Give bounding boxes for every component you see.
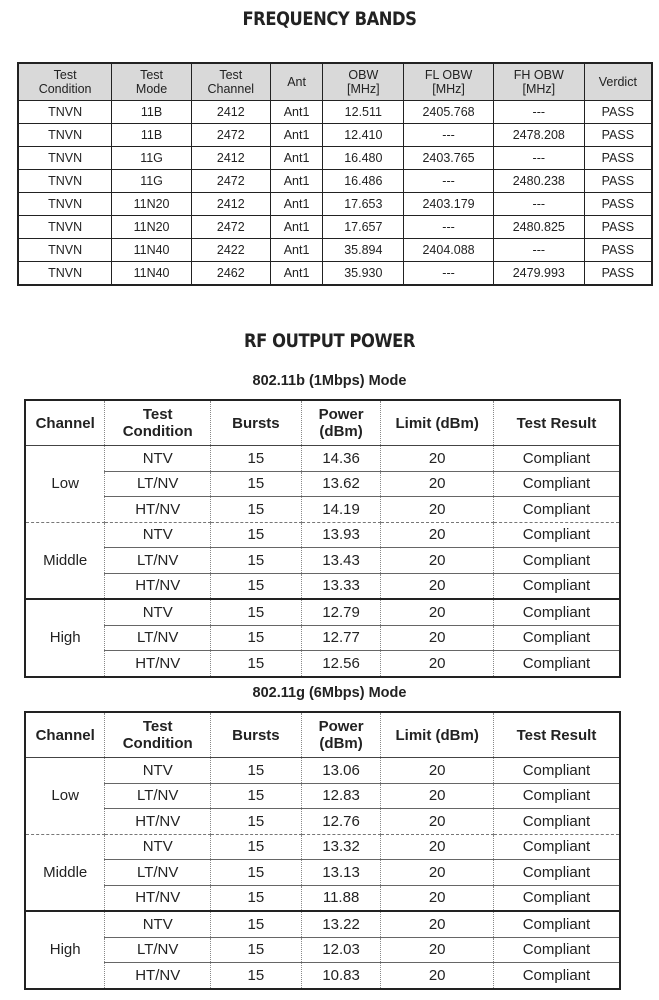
table-cell: 20 bbox=[381, 834, 493, 860]
table-cell: --- bbox=[493, 147, 584, 170]
header-text: Test bbox=[142, 406, 173, 423]
table-cell: 11N40 bbox=[112, 239, 192, 262]
column-header bbox=[211, 400, 302, 446]
table-cell: Ant1 bbox=[270, 101, 323, 124]
table-cell: 20 bbox=[381, 809, 493, 835]
table-cell: 2462 bbox=[191, 262, 270, 286]
table-cell: LT/NV bbox=[105, 937, 211, 963]
table-cell: 17.653 bbox=[323, 193, 404, 216]
table-row bbox=[18, 216, 652, 239]
table-row bbox=[25, 522, 620, 548]
table-cell: 11N20 bbox=[112, 193, 192, 216]
header-text: Verdict bbox=[598, 75, 637, 89]
table-cell: 13.43 bbox=[301, 548, 381, 574]
table-cell: TNVN bbox=[18, 124, 112, 147]
header-text: FH OBW bbox=[513, 68, 564, 82]
table-cell: 15 bbox=[211, 573, 302, 599]
table-cell: 11B bbox=[112, 101, 192, 124]
table-cell: --- bbox=[493, 193, 584, 216]
header-text: Condition bbox=[122, 423, 193, 440]
rf-table-1-mode-title: 802.11g (6Mbps) Mode bbox=[252, 685, 407, 701]
header-text: [MHz] bbox=[432, 82, 465, 96]
table-cell: 12.77 bbox=[301, 625, 381, 651]
table-row bbox=[25, 625, 620, 651]
table-cell: NTV bbox=[105, 834, 211, 860]
table-cell: --- bbox=[404, 262, 494, 286]
table-cell: 15 bbox=[211, 885, 302, 911]
table-cell: 20 bbox=[381, 651, 493, 677]
table-cell: HT/NV bbox=[105, 885, 211, 911]
table-row bbox=[18, 101, 652, 124]
table-cell: 20 bbox=[381, 497, 493, 523]
table-cell: Compliant bbox=[493, 548, 620, 574]
column-header bbox=[105, 400, 211, 446]
table-cell: PASS bbox=[584, 216, 652, 239]
table-row bbox=[25, 548, 620, 574]
table-cell: 20 bbox=[381, 885, 493, 911]
table-cell: 13.33 bbox=[301, 573, 381, 599]
table-cell: 11.88 bbox=[301, 885, 381, 911]
table-cell: Compliant bbox=[493, 522, 620, 548]
table-cell: Ant1 bbox=[270, 124, 323, 147]
table-cell: 15 bbox=[211, 497, 302, 523]
table-cell: Compliant bbox=[493, 783, 620, 809]
channel-cell: Middle bbox=[25, 834, 105, 911]
table-cell: Ant1 bbox=[270, 216, 323, 239]
table-cell: 2405.768 bbox=[404, 101, 494, 124]
table-row bbox=[18, 147, 652, 170]
table-cell: 2412 bbox=[191, 101, 270, 124]
table-cell: HT/NV bbox=[105, 651, 211, 677]
table-cell: Compliant bbox=[493, 573, 620, 599]
table-header-row bbox=[18, 63, 652, 101]
table-cell: NTV bbox=[105, 446, 211, 472]
table-cell: Compliant bbox=[493, 860, 620, 886]
table-cell: LT/NV bbox=[105, 625, 211, 651]
frequency-bands-title: FREQUENCY BANDS bbox=[242, 8, 417, 30]
table-cell: 17.657 bbox=[323, 216, 404, 239]
header-text: Test Result bbox=[516, 414, 597, 432]
table-row bbox=[18, 239, 652, 262]
channel-cell: Low bbox=[25, 758, 105, 835]
table-cell: --- bbox=[404, 216, 494, 239]
rf-table-0-mode-title: 802.11b (1Mbps) Mode bbox=[252, 373, 407, 389]
table-cell: 15 bbox=[211, 911, 302, 937]
table-cell: 15 bbox=[211, 937, 302, 963]
header-text: Limit (dBm) bbox=[395, 726, 479, 744]
table-row bbox=[25, 885, 620, 911]
channel-cell: High bbox=[25, 911, 105, 989]
table-row bbox=[25, 937, 620, 963]
table-cell: 20 bbox=[381, 573, 493, 599]
table-row bbox=[25, 860, 620, 886]
table-cell: 2404.088 bbox=[404, 239, 494, 262]
table-cell: 20 bbox=[381, 625, 493, 651]
table-cell: TNVN bbox=[18, 239, 112, 262]
table-cell: Ant1 bbox=[270, 147, 323, 170]
column-header bbox=[493, 400, 620, 446]
table-row bbox=[25, 446, 620, 472]
table-cell: Ant1 bbox=[270, 193, 323, 216]
table-cell: 12.511 bbox=[323, 101, 404, 124]
table-row bbox=[18, 170, 652, 193]
table-cell: 15 bbox=[211, 625, 302, 651]
table-header-row bbox=[25, 400, 620, 446]
column-header bbox=[191, 63, 270, 101]
table-cell: 14.19 bbox=[301, 497, 381, 523]
table-cell: 2403.179 bbox=[404, 193, 494, 216]
table-cell: 11N40 bbox=[112, 262, 192, 286]
table-cell: 13.32 bbox=[301, 834, 381, 860]
table-cell: PASS bbox=[584, 170, 652, 193]
table-cell: 11G bbox=[112, 170, 192, 193]
table-cell: Compliant bbox=[522, 654, 591, 672]
table-cell: 20 bbox=[381, 599, 493, 625]
header-text: (dBm) bbox=[319, 735, 363, 752]
column-header bbox=[381, 712, 493, 758]
table-cell: LT/NV bbox=[105, 783, 211, 809]
header-text: Channel bbox=[35, 414, 95, 432]
table-cell: 20 bbox=[381, 937, 493, 963]
table-cell: 2472 bbox=[191, 216, 270, 239]
header-text: Power bbox=[318, 406, 364, 423]
table-cell: NTV bbox=[105, 599, 211, 625]
table-cell: 20 bbox=[381, 471, 493, 497]
table-cell: 15 bbox=[211, 860, 302, 886]
table-cell: PASS bbox=[584, 193, 652, 216]
channel-cell: Low bbox=[25, 446, 105, 523]
table-cell: TNVN bbox=[18, 147, 112, 170]
table-cell: NTV bbox=[105, 911, 211, 937]
header-text: OBW bbox=[348, 68, 379, 82]
table-cell: Compliant bbox=[493, 911, 620, 937]
table-cell: 11G bbox=[112, 147, 192, 170]
table-cell: 20 bbox=[381, 860, 493, 886]
table-cell: 2480.825 bbox=[493, 216, 584, 239]
table-row bbox=[25, 471, 620, 497]
table-cell: 20 bbox=[381, 758, 493, 784]
header-text: [MHz] bbox=[522, 82, 556, 96]
table-cell: 15 bbox=[211, 809, 302, 835]
table-cell: LT/NV bbox=[105, 471, 211, 497]
column-header bbox=[323, 63, 404, 101]
table-cell: TNVN bbox=[18, 101, 112, 124]
header-text: Mode bbox=[135, 82, 168, 96]
table-cell: Ant1 bbox=[270, 239, 323, 262]
header-text: [MHz] bbox=[347, 82, 380, 96]
table-cell: 12.76 bbox=[301, 809, 381, 835]
header-text: Condition bbox=[122, 735, 193, 752]
table-cell: PASS bbox=[584, 239, 652, 262]
table-cell: Compliant bbox=[493, 625, 620, 651]
table-cell: 12.56 bbox=[301, 651, 381, 677]
table-cell: PASS bbox=[584, 101, 652, 124]
header-text: Test Result bbox=[516, 726, 597, 744]
table-cell: 12.83 bbox=[301, 783, 381, 809]
header-text: Test bbox=[140, 68, 164, 82]
table-cell: --- bbox=[493, 101, 584, 124]
table-cell: 13.13 bbox=[301, 860, 381, 886]
table-cell: 13.93 bbox=[301, 522, 381, 548]
table-cell: 20 bbox=[381, 446, 493, 472]
frequency-bands-table bbox=[17, 62, 653, 286]
column-header bbox=[211, 712, 302, 758]
table-row bbox=[25, 809, 620, 835]
table-cell: 35.894 bbox=[323, 239, 404, 262]
table-cell: 15 bbox=[211, 446, 302, 472]
table-cell: TNVN bbox=[18, 170, 112, 193]
table-row bbox=[25, 497, 620, 523]
table-cell: 13.62 bbox=[301, 471, 381, 497]
column-header bbox=[18, 63, 112, 101]
table-cell: Compliant bbox=[493, 758, 620, 784]
table-cell: 15 bbox=[211, 834, 302, 860]
header-text: Channel bbox=[207, 82, 255, 96]
table-cell: 20 bbox=[381, 963, 493, 989]
table-cell: Compliant bbox=[493, 834, 620, 860]
header-text: Test bbox=[142, 718, 173, 735]
table-cell: Compliant bbox=[493, 885, 620, 911]
table-cell: 12.79 bbox=[301, 599, 381, 625]
table-cell: 15 bbox=[211, 963, 302, 989]
table-row bbox=[18, 124, 652, 147]
table-cell: LT/NV bbox=[105, 860, 211, 886]
table-row bbox=[25, 599, 620, 625]
table-cell: 15 bbox=[211, 651, 302, 677]
table-cell: 2412 bbox=[191, 147, 270, 170]
column-header bbox=[105, 712, 211, 758]
rf-power-table-11g bbox=[24, 711, 621, 990]
header-text: Bursts bbox=[232, 726, 280, 744]
table-row bbox=[18, 193, 652, 216]
header-text: (dBm) bbox=[319, 423, 363, 440]
table-cell: 15 bbox=[211, 758, 302, 784]
header-text: Condition bbox=[38, 82, 92, 96]
rf-output-power-title: RF OUTPUT POWER bbox=[243, 330, 416, 352]
table-cell: Compliant bbox=[493, 446, 620, 472]
table-cell: 11N20 bbox=[112, 216, 192, 239]
table-header-row bbox=[25, 712, 620, 758]
table-row bbox=[25, 758, 620, 784]
table-cell: 2412 bbox=[191, 193, 270, 216]
table-cell: 15 bbox=[211, 548, 302, 574]
header-text: Bursts bbox=[232, 414, 280, 432]
table-cell: 15 bbox=[211, 599, 302, 625]
table-cell: Compliant bbox=[493, 599, 620, 625]
table-cell: 2422 bbox=[191, 239, 270, 262]
column-header bbox=[493, 712, 620, 758]
table-cell: 2472 bbox=[191, 170, 270, 193]
column-header bbox=[112, 63, 192, 101]
header-text: Ant bbox=[287, 75, 306, 89]
header-text: Channel bbox=[35, 726, 95, 744]
table-cell: --- bbox=[404, 170, 494, 193]
table-cell: NTV bbox=[105, 522, 211, 548]
column-header bbox=[584, 63, 652, 101]
header-text: Test bbox=[219, 68, 243, 82]
table-cell: Compliant bbox=[493, 497, 620, 523]
table-cell: 35.930 bbox=[323, 262, 404, 286]
table-cell: 2479.993 bbox=[493, 262, 584, 286]
header-text: Power bbox=[318, 718, 364, 735]
table-cell: 2403.765 bbox=[404, 147, 494, 170]
table-cell: HT/NV bbox=[105, 497, 211, 523]
header-text: Test bbox=[53, 68, 77, 82]
table-cell: 2472 bbox=[191, 124, 270, 147]
table-cell: TNVN bbox=[18, 193, 112, 216]
table-cell: Ant1 bbox=[270, 262, 323, 286]
table-cell: NTV bbox=[105, 758, 211, 784]
table-cell: Compliant bbox=[493, 471, 620, 497]
table-cell: HT/NV bbox=[105, 573, 211, 599]
table-cell: 16.486 bbox=[323, 170, 404, 193]
table-cell: 13.06 bbox=[301, 758, 381, 784]
channel-cell: High bbox=[25, 599, 105, 677]
header-text: Limit (dBm) bbox=[395, 414, 479, 432]
table-row bbox=[18, 262, 652, 286]
table-cell: Compliant bbox=[493, 937, 620, 963]
table-cell: Ant1 bbox=[270, 170, 323, 193]
table-cell: HT/NV bbox=[105, 963, 211, 989]
table-cell: Compliant bbox=[522, 966, 591, 984]
column-header bbox=[404, 63, 494, 101]
table-cell: PASS bbox=[584, 124, 652, 147]
table-row bbox=[25, 911, 620, 937]
table-cell: --- bbox=[493, 239, 584, 262]
table-cell: 15 bbox=[211, 522, 302, 548]
table-cell: 12.410 bbox=[323, 124, 404, 147]
table-cell: Compliant bbox=[493, 809, 620, 835]
table-cell: 13.22 bbox=[301, 911, 381, 937]
table-cell: LT/NV bbox=[105, 548, 211, 574]
table-cell: 2480.238 bbox=[493, 170, 584, 193]
table-cell: HT/NV bbox=[105, 809, 211, 835]
column-header bbox=[25, 400, 105, 446]
table-cell: TNVN bbox=[18, 262, 112, 286]
table-row bbox=[25, 651, 620, 677]
table-cell: 16.480 bbox=[323, 147, 404, 170]
table-row bbox=[25, 783, 620, 809]
column-header bbox=[493, 63, 584, 101]
column-header bbox=[270, 63, 323, 101]
table-cell: 20 bbox=[381, 548, 493, 574]
column-header bbox=[301, 712, 381, 758]
rf-power-table-11b bbox=[24, 399, 621, 678]
column-header bbox=[381, 400, 493, 446]
table-cell: 2478.208 bbox=[493, 124, 584, 147]
channel-cell: Middle bbox=[25, 522, 105, 599]
table-cell: 14.36 bbox=[301, 446, 381, 472]
table-cell: 10.83 bbox=[301, 963, 381, 989]
table-cell: 20 bbox=[381, 783, 493, 809]
column-header bbox=[25, 712, 105, 758]
table-row bbox=[25, 573, 620, 599]
table-cell: --- bbox=[404, 124, 494, 147]
table-cell: TNVN bbox=[18, 216, 112, 239]
table-cell: 20 bbox=[381, 522, 493, 548]
table-cell: PASS bbox=[584, 262, 652, 286]
table-row bbox=[25, 963, 620, 989]
table-cell: 12.03 bbox=[301, 937, 381, 963]
table-cell: 20 bbox=[381, 911, 493, 937]
table-cell: PASS bbox=[584, 147, 652, 170]
table-cell: 11B bbox=[112, 124, 192, 147]
header-text: FL OBW bbox=[424, 68, 473, 82]
table-row bbox=[25, 834, 620, 860]
column-header bbox=[301, 400, 381, 446]
table-cell: 15 bbox=[211, 783, 302, 809]
table-cell: 15 bbox=[211, 471, 302, 497]
